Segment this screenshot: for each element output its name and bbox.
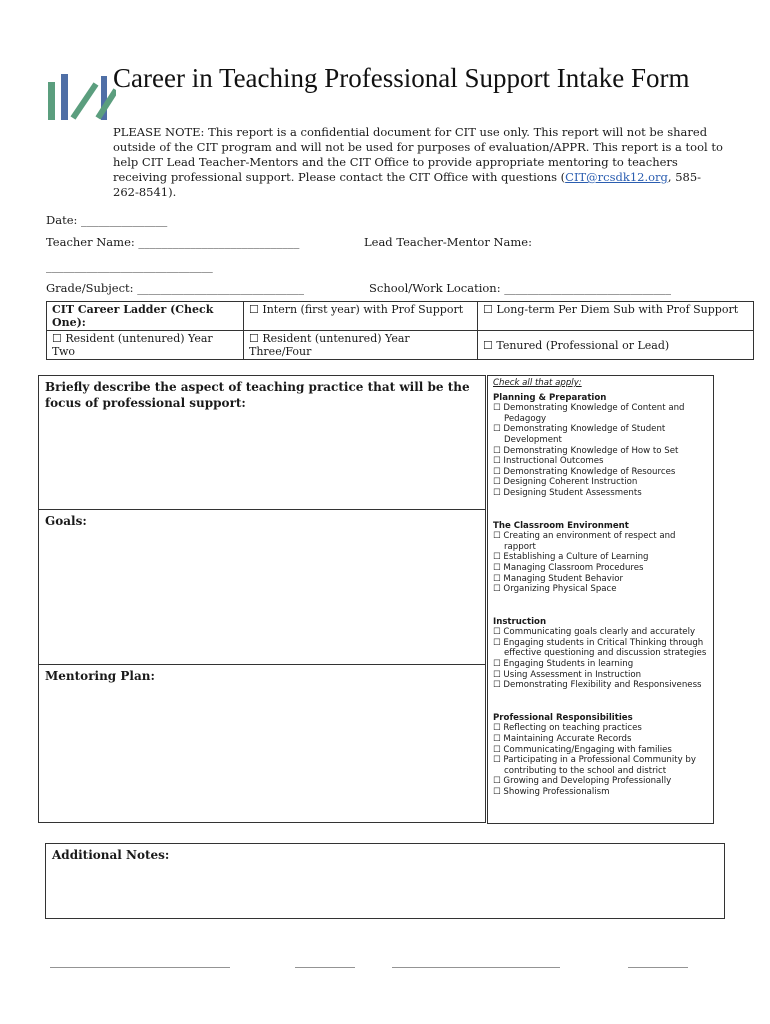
option-long-term-sub[interactable]: ☐ Long-term Per Diem Sub with Prof Support <box>478 302 754 331</box>
form-title: Career in Teaching Professional Support Intake Form <box>113 63 690 93</box>
career-ladder-table <box>46 301 754 360</box>
logo-slash-1 <box>73 84 96 118</box>
checklist-item[interactable]: ☐ Instructional Outcomes <box>493 456 604 467</box>
checklist-item[interactable]: ☐ Engaging students in Critical Thinking through effective questioning and discussion strategies <box>493 637 707 659</box>
checklist-item[interactable]: ☐ Designing Coherent Instruction <box>493 477 638 488</box>
checklist-item[interactable]: ☐ Showing Professionalism <box>493 787 610 797</box>
group-title: Instruction <box>493 616 547 627</box>
grade-subject-field[interactable]: Grade/Subject: _____________________________ <box>46 281 304 295</box>
note-phone: , 585-262-8541). <box>113 170 702 199</box>
additional-notes-label: Additional Notes: <box>52 848 170 862</box>
lead-mentor-label: Lead Teacher-Mentor Name: <box>364 235 532 249</box>
cit-logo <box>46 70 116 124</box>
checklist-item[interactable]: ☐ Demonstrating Knowledge of Content and Pedagogy <box>493 403 685 424</box>
date-line[interactable]: __________ <box>295 954 355 968</box>
checklist-item[interactable]: ☐ Maintaining Accurate Records <box>493 734 632 745</box>
logo-bar-1 <box>48 82 55 120</box>
mentoring-plan-label: Mentoring Plan: <box>45 669 155 683</box>
checklist-item[interactable]: ☐ Demonstrating Flexibility and Responsiveness <box>493 680 702 691</box>
checklist-item[interactable]: ☐ Growing and Developing Professionally <box>493 776 672 787</box>
option-intern[interactable]: ☐ Intern (first year) with Prof Support <box>244 302 478 331</box>
option-resident-year-two[interactable]: ☐ Resident (untenured) Year Two <box>47 331 244 360</box>
group-title: Professional Responsibilities <box>493 712 633 723</box>
date-field[interactable]: Date: _______________ <box>46 213 168 227</box>
checklist-item[interactable]: ☐ Designing Student Assessments <box>493 487 642 498</box>
option-resident-year-three-four[interactable]: ☐ Resident (untenured) Year Three/Four <box>244 331 478 360</box>
cit-email-link[interactable]: CIT@rcsdk12.org <box>565 170 668 184</box>
focus-label: Briefly describe the aspect of teaching practice that will be the focus of professional support: <box>45 380 470 410</box>
lead-mentor-field[interactable]: _____________________________ <box>46 259 213 273</box>
career-ladder-header: CIT Career Ladder (Check One): <box>47 302 244 331</box>
signature-line[interactable]: ______________________________ <box>50 954 230 968</box>
checklist-item[interactable]: ☐ Demonstrating Knowledge of Student Development <box>493 424 666 445</box>
checklist-item[interactable]: ☐ Creating an environment of respect and rapport <box>493 531 676 552</box>
checklist-item[interactable]: ☐ Communicating goals clearly and accurately <box>493 627 696 638</box>
checklist-header: Check all that apply: <box>493 378 582 388</box>
option-tenured[interactable]: ☐ Tenured (Professional or Lead) <box>478 331 754 360</box>
confidential-note <box>113 125 723 200</box>
checklist-item[interactable]: ☐ Demonstrating Knowledge of Resources <box>493 466 676 477</box>
logo-bar-2 <box>61 74 68 120</box>
checklist-item[interactable]: ☐ Reflecting on teaching practices <box>493 723 642 734</box>
practice-checklist <box>487 375 714 824</box>
checklist-item[interactable]: ☐ Using Assessment in Instruction <box>493 669 642 680</box>
group-title: The Classroom Environment <box>493 520 629 531</box>
checklist-item[interactable]: ☐ Establishing a Culture of Learning <box>493 552 649 563</box>
group-title: Planning & Preparation <box>493 392 607 403</box>
checklist-item[interactable]: ☐ Organizing Physical Space <box>493 584 617 595</box>
checklist-item[interactable]: ☐ Managing Classroom Procedures <box>493 562 644 573</box>
checklist-item[interactable]: ☐ Demonstrating Knowledge of How to Set <box>493 445 679 456</box>
checklist-item[interactable]: ☐ Participating in a Professional Community by contributing to the school and district <box>493 755 696 776</box>
mentoring-plan-box[interactable] <box>38 664 486 823</box>
checklist-item[interactable]: ☐ Engaging Students in learning <box>493 659 634 670</box>
signature-line[interactable]: ____________________________ <box>392 954 560 968</box>
goals-box[interactable] <box>38 509 486 665</box>
focus-box[interactable] <box>38 375 486 510</box>
checklist-item[interactable]: ☐ Managing Student Behavior <box>493 573 624 584</box>
date-line[interactable]: __________ <box>628 954 688 968</box>
teacher-name-field[interactable]: Teacher Name: ____________________________ <box>46 235 300 249</box>
note-text: PLEASE NOTE: This report is a confidential document for CIT use only. This report will not be shared outside of the CIT program and will not be used for purposes of evaluation/APPR. This report is a tool to help CIT Lead Teacher-Mentors and the CIT Office to provide appropriate mentoring to teachers receiving professional support. Please contact the CIT Office with questions ( <box>113 125 723 184</box>
checklist-item[interactable]: ☐ Communicating/Engaging with families <box>493 744 672 755</box>
goals-label: Goals: <box>45 514 87 528</box>
additional-notes-box[interactable] <box>45 843 725 919</box>
school-location-field[interactable]: School/Work Location: _____________________________ <box>369 281 671 295</box>
